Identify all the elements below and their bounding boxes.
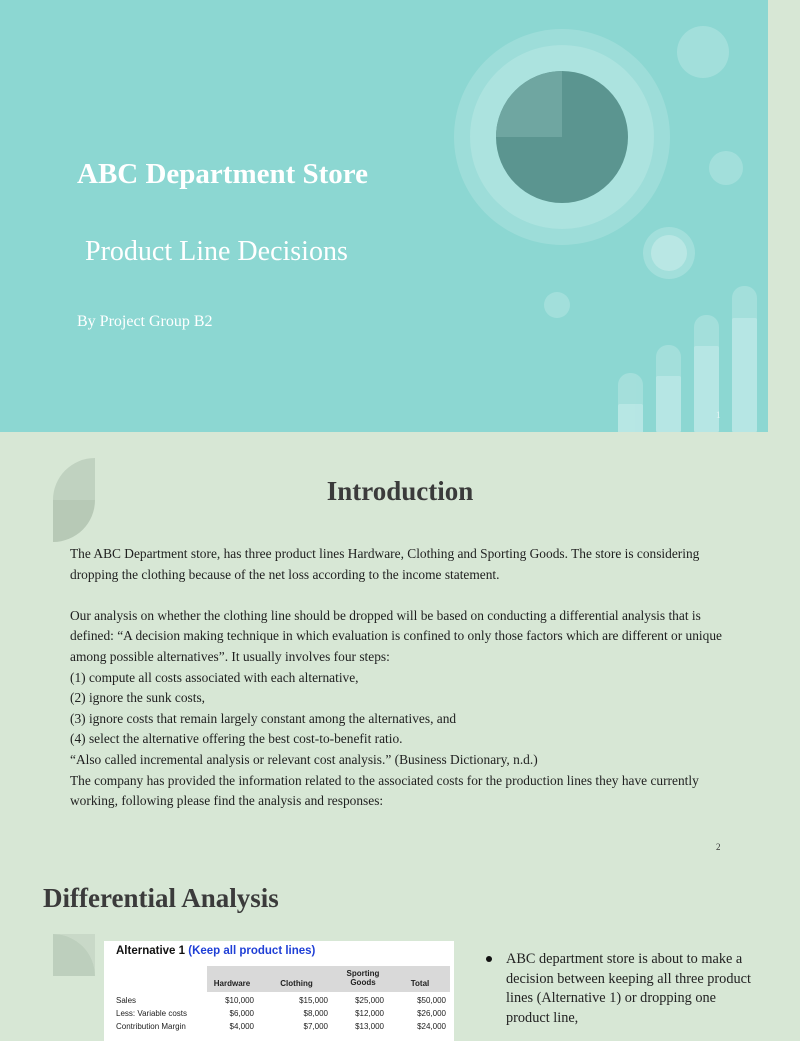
step-item: (2) ignore the sunk costs, (70, 690, 205, 706)
table-cell: $24,000 (417, 1022, 446, 1031)
small-circle-shape (651, 235, 687, 271)
table-cell: $26,000 (417, 1009, 446, 1018)
table-cell: $7,000 (303, 1022, 328, 1031)
page-number: 1 (716, 410, 721, 420)
table-cell: $50,000 (417, 996, 446, 1005)
row-label: Sales (116, 996, 137, 1005)
table-cell: $4,000 (229, 1022, 254, 1031)
small-circle-shape (544, 292, 570, 318)
slide-subtitle: Product Line Decisions (85, 236, 348, 267)
section-title: Differential Analysis (43, 883, 279, 913)
table-heading-highlight: (Keep all product lines) (188, 945, 316, 957)
step-item: (1) compute all costs associated with each alternative, (70, 669, 359, 685)
small-circle-shape (677, 26, 729, 78)
bullet-list (486, 950, 756, 1028)
intro-paragraph: The ABC Department store, has three product lines Hardware, Clothing and Sporting Goods. The store is considering dropping the clothing because of the net loss according to the income statement. (70, 546, 700, 582)
bullet-icon (486, 956, 492, 962)
column-header: Total (410, 979, 430, 988)
table-cell: $15,000 (299, 996, 328, 1005)
analysis-paragraph: Our analysis on whether the clothing line should be dropped will be based on conducting a differential analysis that is defined: “A decision making technique in which evaluation is confined to only those factors which are different or unique among possible alternatives”. It usually involves four steps: (70, 607, 722, 664)
table-cell: $13,000 (355, 1022, 384, 1031)
slide-title: ABC Department Store (77, 158, 369, 190)
table-cell: $12,000 (355, 1009, 384, 1018)
table-cell: $6,000 (229, 1009, 254, 1018)
row-label: Less: Variable costs (116, 1009, 187, 1018)
step-item: (3) ignore costs that remain largely constant among the alternatives, and (70, 710, 457, 726)
column-header: Hardware (213, 979, 251, 988)
body-text (70, 544, 730, 812)
row-label: Contribution Margin (116, 1022, 186, 1031)
alternative-table (104, 941, 454, 1041)
column-header: Sporting Goods (346, 969, 380, 987)
table-heading: Alternative 1 (Keep all product lines) (116, 945, 316, 957)
title-slide (0, 0, 768, 432)
table-cell: $25,000 (355, 996, 384, 1005)
closing-paragraph: The company has provided the information related to the associated costs for the production lines they have currently working, following please find the analysis and responses: (70, 772, 699, 809)
definition-quote: “Also called incremental analysis or relevant cost analysis.” (Business Dictionary, n.d.) (70, 751, 538, 767)
introduction-slide (0, 432, 768, 864)
decorative-shapes (0, 0, 768, 432)
small-circle-shape (709, 151, 743, 185)
column-header: Clothing (280, 979, 313, 988)
table-cell: $8,000 (303, 1009, 328, 1018)
byline: By Project Group B2 (77, 313, 213, 330)
section-title: Introduction (326, 476, 474, 506)
step-item: (4) select the alternative offering the best cost-to-benefit ratio. (70, 731, 403, 747)
bullet-item: ABC department store is about to make a decision between keeping all three product lines (Alternative 1) or dropping one product line, (506, 951, 751, 1026)
page-number: 2 (716, 842, 721, 852)
table-cell: $10,000 (225, 996, 254, 1005)
differential-analysis-slide (0, 864, 768, 1031)
